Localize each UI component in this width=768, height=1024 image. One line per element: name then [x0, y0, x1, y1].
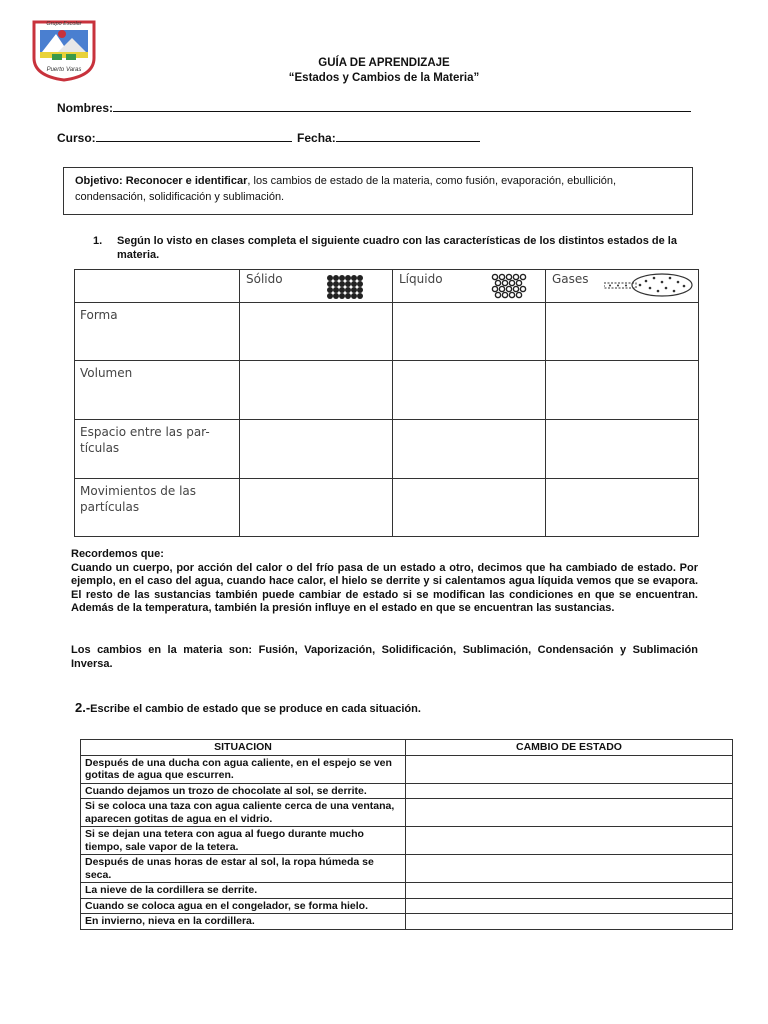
question-1-text: Según lo visto en clases completa el siguiente cuadro con las características de los distintos estados de la materia.	[117, 235, 677, 261]
cell-movimientos-gases[interactable]	[546, 479, 699, 537]
row-label-espacio: Espacio entre las par- tículas	[75, 420, 240, 479]
question-1-number: 1.	[93, 235, 103, 247]
question-1	[93, 234, 698, 262]
liquid-particles-icon	[491, 273, 527, 299]
answer-cell-1[interactable]	[406, 755, 733, 783]
situation-row-6: La nieve de la cordillera se derrite.	[81, 883, 406, 899]
header-gases-label: Gases	[552, 272, 589, 286]
recordemos-section	[71, 548, 698, 616]
page-title: GUÍA DE APRENDIZAJE	[318, 57, 450, 69]
header-solido-label: Sólido	[246, 272, 283, 286]
situation-row-4: Si se dejan una tetera con agua al fuego durante mucho tiempo, sale vapor de la tetera.	[81, 827, 406, 855]
cell-volumen-solido[interactable]	[240, 361, 393, 420]
cambios-text: Los cambios en la materia son: Fusión, Vaporización, Solidificación, Sublimación, Condensación y Sublimación Inversa.	[71, 644, 698, 670]
row-label-volumen: Volumen	[75, 361, 240, 420]
states-header-empty	[75, 270, 240, 303]
situation-table	[80, 739, 733, 930]
page-subtitle: “Estados y Cambios de la Materia”	[288, 72, 480, 84]
curso-label: Curso:	[57, 131, 96, 145]
question-2-number: 2.-	[75, 700, 91, 715]
answer-cell-8[interactable]	[406, 914, 733, 930]
objective-box	[63, 167, 693, 215]
cell-espacio-solido[interactable]	[240, 420, 393, 479]
cell-espacio-liquido[interactable]	[393, 420, 546, 479]
curso-line[interactable]	[96, 129, 292, 142]
fecha-label: Fecha:	[297, 131, 336, 145]
cell-espacio-gases[interactable]	[546, 420, 699, 479]
states-table	[74, 269, 699, 537]
situation-row-3: Si se coloca una taza con agua caliente cerca de una ventana, aparecen gotitas de agua en el vidrio.	[81, 799, 406, 827]
curso-field	[57, 129, 480, 145]
situation-row-8: En invierno, nieva en la cordillera.	[81, 914, 406, 930]
logo-bottom-text: Puerto Varas	[46, 67, 82, 73]
cell-forma-gases[interactable]	[546, 303, 699, 361]
cell-volumen-liquido[interactable]	[393, 361, 546, 420]
objective-highlight: Reconocer e identificar	[125, 175, 248, 187]
question-2-text: Escribe el cambio de estado que se produce en cada situación.	[90, 703, 421, 715]
answer-cell-2[interactable]	[406, 783, 733, 799]
situation-row-7: Cuando se coloca agua en el congelador, se forma hielo.	[81, 898, 406, 914]
gas-flask-icon	[604, 272, 696, 300]
answer-cell-3[interactable]	[406, 799, 733, 827]
answer-cell-5[interactable]	[406, 855, 733, 883]
cell-forma-solido[interactable]	[240, 303, 393, 361]
answer-cell-6[interactable]	[406, 883, 733, 899]
header-liquido-label: Líquido	[399, 272, 443, 286]
states-header-liquido	[393, 270, 546, 303]
answer-cell-7[interactable]	[406, 898, 733, 914]
question-2	[75, 700, 421, 715]
solid-particles-icon	[326, 274, 364, 300]
row-label-movimientos: Movimientos de las partículas	[75, 479, 240, 537]
nombres-field	[57, 99, 691, 115]
nombres-line[interactable]	[113, 99, 691, 112]
situation-row-5: Después de unas horas de estar al sol, la ropa húmeda se seca.	[81, 855, 406, 883]
states-header-gases	[546, 270, 699, 303]
row-label-forma: Forma	[75, 303, 240, 361]
cell-volumen-gases[interactable]	[546, 361, 699, 420]
answer-cell-4[interactable]	[406, 827, 733, 855]
situation-row-1: Después de una ducha con agua caliente, en el espejo se ven gotitas de agua que escurren.	[81, 755, 406, 783]
cell-movimientos-liquido[interactable]	[393, 479, 546, 537]
situation-row-2: Cuando dejamos un trozo de chocolate al sol, se derrite.	[81, 783, 406, 799]
states-header-solido	[240, 270, 393, 303]
cell-movimientos-solido[interactable]	[240, 479, 393, 537]
change-header: CAMBIO DE ESTADO	[406, 740, 733, 756]
logo-top-text: Grupo Escolar	[46, 21, 82, 27]
objective-label: Objetivo:	[75, 175, 123, 187]
recordemos-heading: Recordemos que:	[71, 548, 164, 560]
situation-header: SITUACION	[81, 740, 406, 756]
fecha-line[interactable]	[336, 129, 480, 142]
recordemos-text: Cuando un cuerpo, por acción del calor o del frío pasa de un estado a otro, decimos que ha cambiado de estado. Por ejemplo, en el caso del agua, cuando hace calor, el hielo se derrite y si calentamos agua líquida vemos que se evapora. El resto de las sustancias también puede cambiar de estado si se modifican las condiciones en que se encuentran. Además de la temperatura, también la presión influye en el estado en que se encuentran las sustancias.	[71, 561, 698, 615]
cell-forma-liquido[interactable]	[393, 303, 546, 361]
objective-text: , los cambios de estado de la materia, como fusión, evaporación, ebullición, condensación, solidificación y sublimación.	[75, 175, 617, 203]
nombres-label: Nombres:	[57, 101, 114, 115]
